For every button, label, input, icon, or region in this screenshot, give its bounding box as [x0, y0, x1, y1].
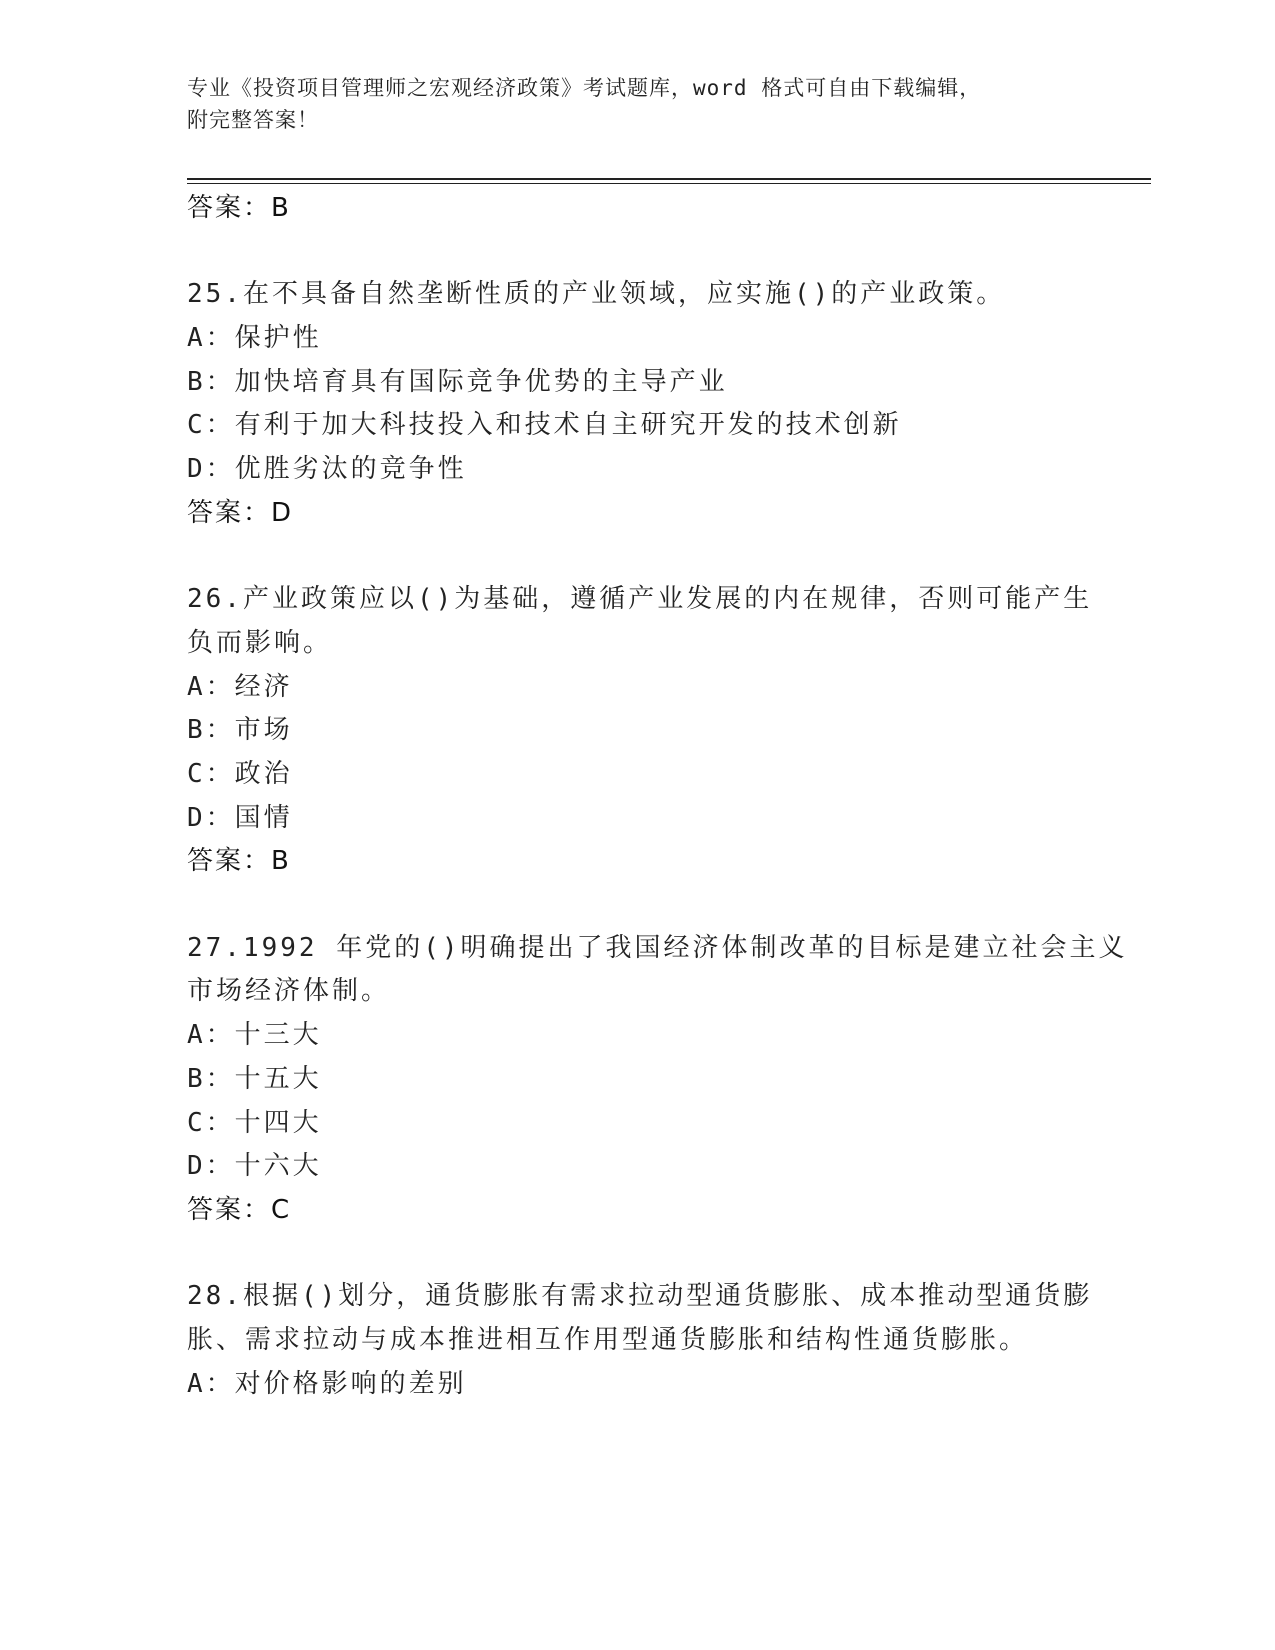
question-28-stem-line-1: 28.根据()划分，通货膨胀有需求拉动型通货膨胀、成本推动型通货膨 — [187, 1281, 1093, 1311]
question-26-option-c: C：政治 — [187, 759, 293, 789]
header-divider-thin — [187, 183, 1151, 184]
question-27-option-d: D：十六大 — [187, 1151, 322, 1181]
question-27-option-a: A：十三大 — [187, 1020, 322, 1050]
question-28-stem-line-2: 胀、需求拉动与成本推进相互作用型通货膨胀和结构性通货膨胀。 — [187, 1325, 1029, 1355]
question-26-option-a: A：经济 — [187, 672, 293, 702]
question-26-answer: 答案：B — [187, 846, 291, 876]
question-25-stem: 25.在不具备自然垄断性质的产业领域，应实施()的产业政策。 — [187, 279, 1006, 309]
answer-line: 答案：B — [187, 193, 291, 223]
question-25-option-d: D：优胜劣汰的竞争性 — [187, 454, 467, 484]
question-27-answer: 答案：C — [187, 1195, 292, 1225]
question-26-option-b: B：市场 — [187, 715, 293, 745]
question-28-option-a: A：对价格影响的差别 — [187, 1369, 467, 1399]
question-27-stem-line-1: 27.1992 年党的()明确提出了我国经济体制改革的目标是建立社会主义 — [187, 933, 1128, 963]
question-26-stem-line-1: 26.产业政策应以()为基础，遵循产业发展的内在规律，否则可能产生 — [187, 584, 1093, 614]
question-25-option-b: B：加快培育具有国际竞争优势的主导产业 — [187, 367, 728, 397]
question-25-answer: 答案：D — [187, 498, 294, 528]
question-27-option-c: C：十四大 — [187, 1108, 322, 1138]
header-divider-thick — [187, 178, 1151, 180]
question-26-option-d: D：国情 — [187, 803, 293, 833]
question-27-option-b: B：十五大 — [187, 1064, 322, 1094]
question-25-option-a: A：保护性 — [187, 323, 322, 353]
header-line-1: 专业《投资项目管理师之宏观经济政策》考试题库，word 格式可自由下载编辑， — [187, 76, 982, 100]
page-header — [187, 72, 1067, 136]
header-line-2: 附完整答案！ — [187, 108, 319, 132]
question-25-option-c: C：有利于加大科技投入和技术自主研究开发的技术创新 — [187, 410, 902, 440]
question-26-stem-line-2: 负而影响。 — [187, 628, 333, 658]
question-27-stem-line-2: 市场经济体制。 — [187, 976, 391, 1006]
